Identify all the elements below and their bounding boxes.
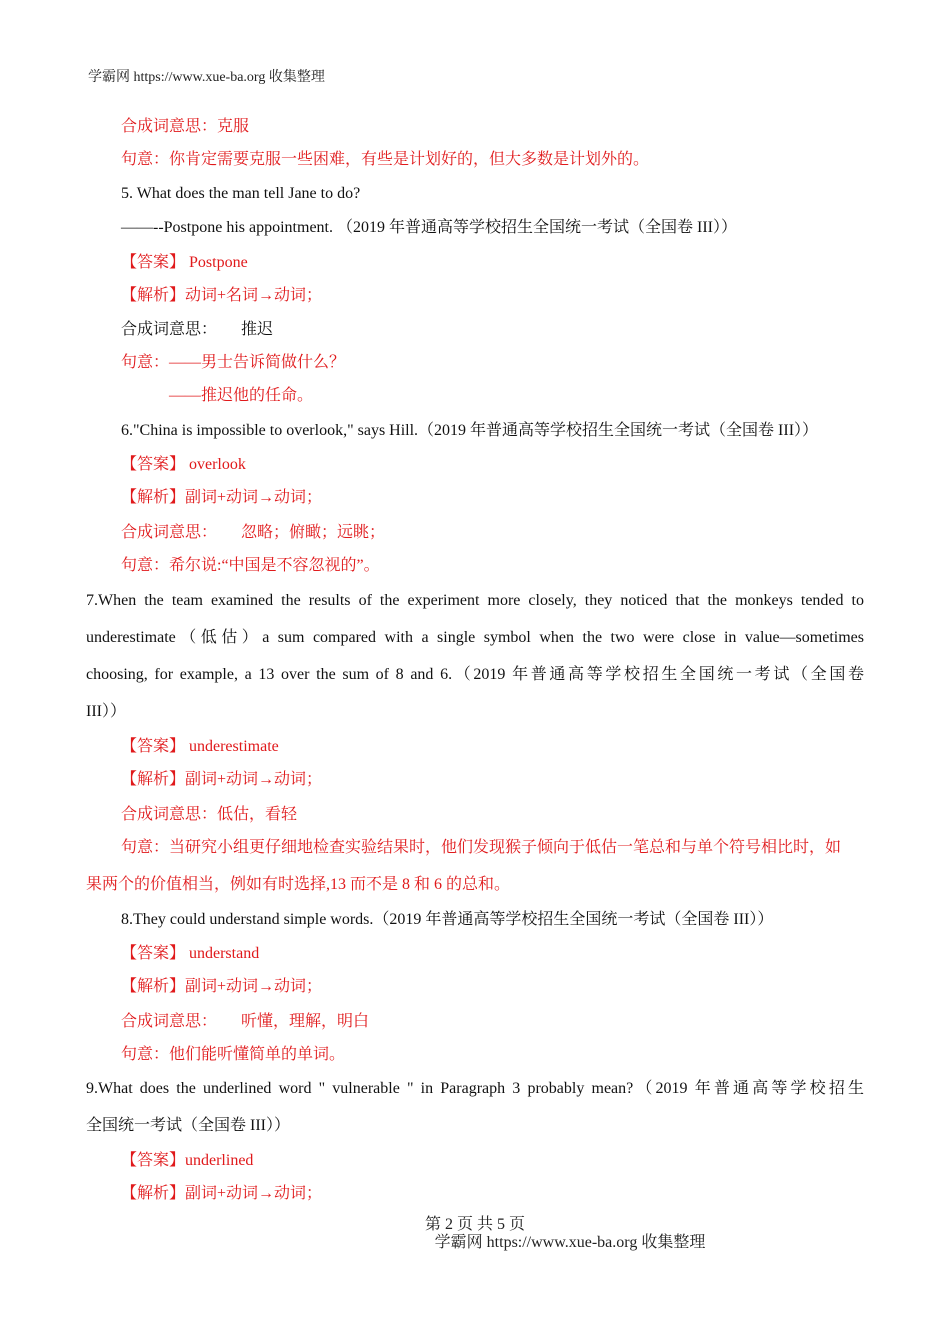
answer-8: 【答案】 understand (121, 945, 260, 962)
question-9-line-1: 9.What does the underlined word " vulnerable " in Paragraph 3 probably mean?（2019 年普通高等学校招生 (86, 1080, 864, 1097)
sentence-5b: ——推迟他的任命。 (169, 387, 314, 404)
question-5: 5. What does the man tell Jane to do? (121, 185, 361, 202)
sentence-7-line-1: 句意：当研究小组更仔细地检查实验结果时，他们发现猴子倾向于低估一笔总和与单个符号相比时，如 (121, 839, 842, 856)
meaning-value: 忽略；俯瞰；远眺； (241, 524, 386, 541)
meaning-6 (121, 523, 385, 543)
sentence-6: 句意：希尔说:“中国是不容忽视的”。 (121, 557, 380, 574)
meaning-5 (121, 320, 273, 340)
question-6: 6."China is impossible to overlook," says Hill.（2019 年普通高等学校招生全国统一考试（全国卷 III）） (121, 422, 819, 439)
question-7-line-2: underestimate（低估）a sum compared with a single symbol when the two were close in value—sometimes (86, 629, 864, 646)
sentence-8: 句意：他们能听懂简单的单词。 (121, 1046, 346, 1063)
answer-7: 【答案】 underestimate (121, 738, 279, 755)
question-5-answer-text: ——--Postpone his appointment. （2019 年普通高等学校招生全国统一考试（全国卷 III）） (121, 219, 737, 236)
question-8: 8.They could understand simple words.（2019 年普通高等学校招生全国统一考试（全国卷 III）） (121, 911, 774, 928)
sentence-5a: 句意：——男士告诉简做什么？ (121, 354, 346, 371)
page-footer: 学霸网 https://www.xue-ba.org 收集整理 (434, 1234, 706, 1251)
meaning-value: 推迟 (241, 321, 274, 338)
question-7-line-4: III）） (86, 703, 126, 720)
analysis-6: 【解析】副词+动词→动词； (121, 489, 323, 506)
analysis-7: 【解析】副词+动词→动词； (121, 771, 323, 788)
page-header: 学霸网 https://www.xue-ba.org 收集整理 (88, 70, 325, 85)
meaning-label: 合成词意思： (121, 524, 218, 541)
question-7-line-1: 7.When the team examined the results of the experiment more closely, they noticed that the monkeys tended to (86, 592, 864, 609)
question-9-line-2: 全国统一考试（全国卷 III）） (86, 1117, 290, 1134)
meaning-value: 听懂，理解，明白 (241, 1013, 370, 1030)
page-number: 第 2 页 共 5 页 (424, 1216, 525, 1233)
answer-6: 【答案】 overlook (121, 456, 246, 473)
meaning-line: 合成词意思：克服 (121, 118, 250, 135)
meaning-label: 合成词意思： (121, 1013, 218, 1030)
question-7-line-3: choosing, for example, a 13 over the sum of 8 and 6.（2019 年普通高等学校招生全国统一考试（全国卷 (86, 666, 864, 683)
analysis-9: 【解析】副词+动词→动词； (121, 1185, 323, 1202)
analysis-5: 【解析】动词+名词→动词； (121, 287, 323, 304)
analysis-8: 【解析】副词+动词→动词； (121, 978, 323, 995)
answer-5: 【答案】 Postpone (121, 254, 248, 271)
answer-9: 【答案】underlined (121, 1152, 254, 1169)
sentence-meaning-line: 句意：你肯定需要克服一些困难，有些是计划好的，但大多数是计划外的。 (121, 151, 650, 168)
sentence-7-line-2: 果两个的价值相当，例如有时选择,13 而不是 8 和 6 的总和。 (86, 876, 511, 893)
meaning-label: 合成词意思： (121, 321, 218, 338)
meaning-7: 合成词意思：低估，看轻 (121, 806, 298, 823)
meaning-8 (121, 1012, 369, 1032)
